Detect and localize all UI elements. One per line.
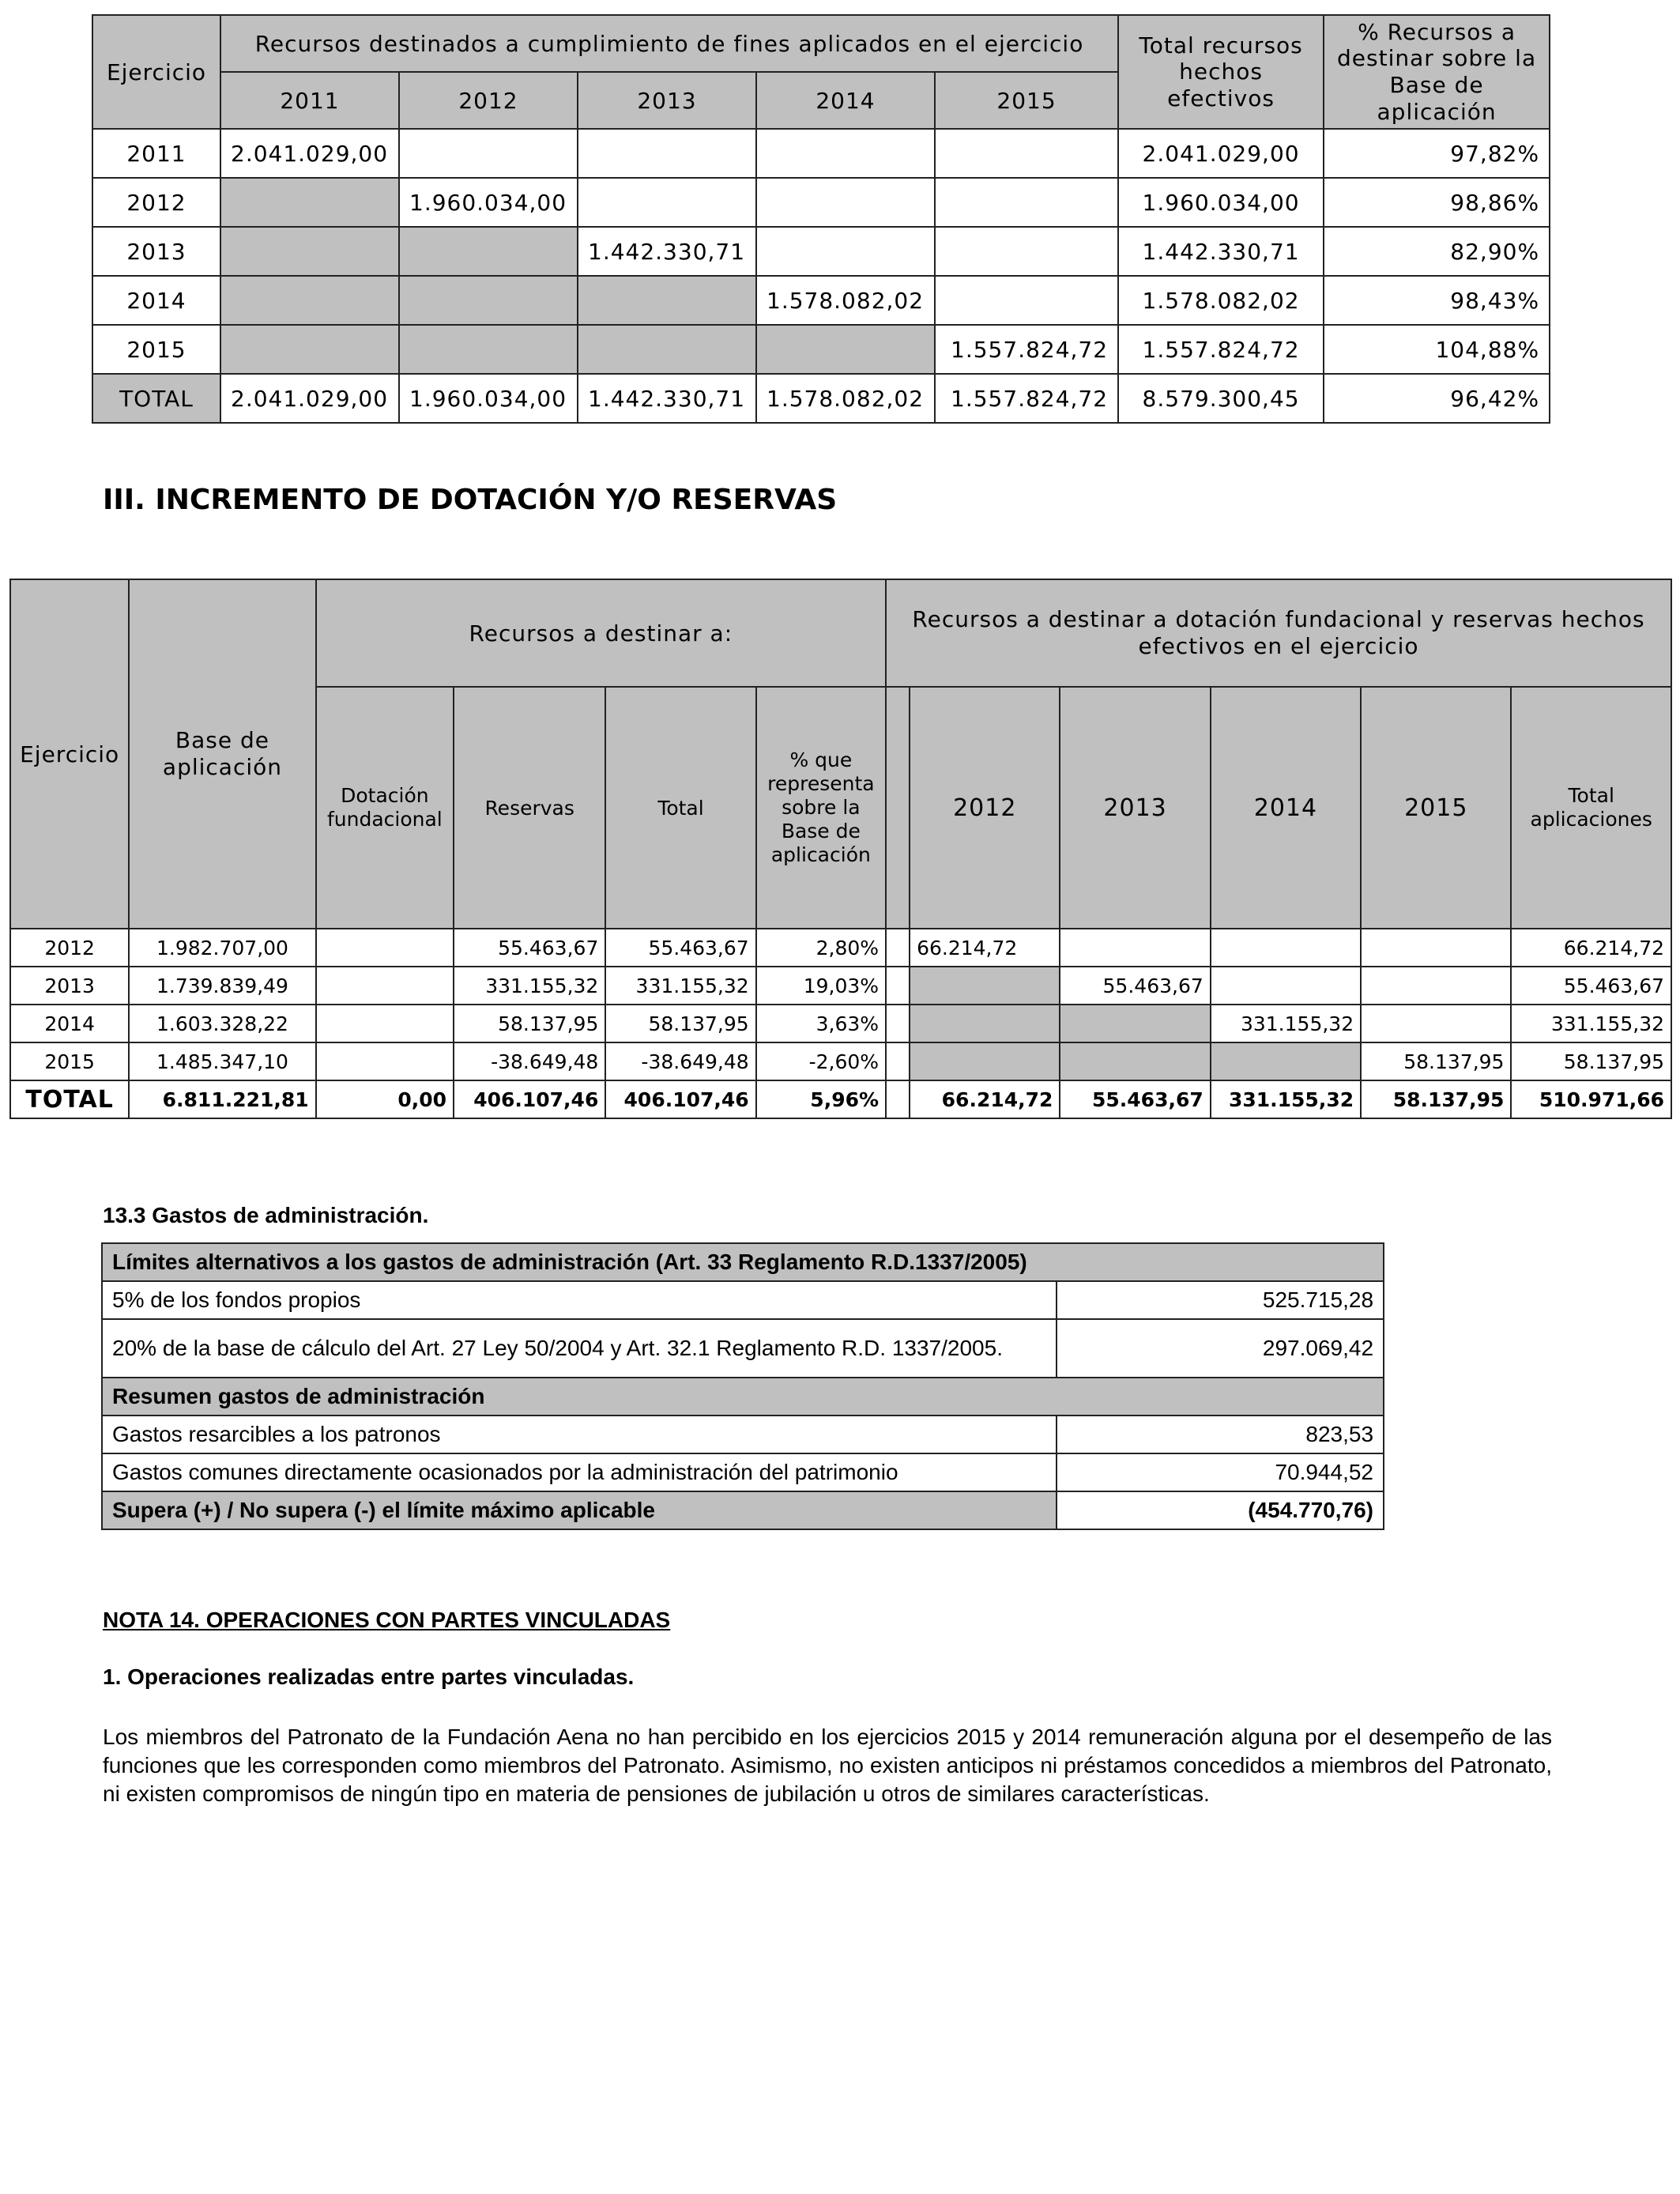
cell-value <box>935 178 1118 227</box>
table-row <box>102 1319 1384 1378</box>
total-year-value: 58.137,95 <box>1361 1080 1511 1118</box>
row-reservas: 331.155,32 <box>454 967 605 1005</box>
table-row <box>10 1042 1671 1080</box>
table-row <box>10 1005 1671 1042</box>
row-year: 2013 <box>10 967 129 1005</box>
cell-value: 1.578.082,02 <box>756 276 935 325</box>
total-label: TOTAL <box>92 374 220 423</box>
row-total-aplicaciones: 58.137,95 <box>1511 1042 1671 1080</box>
row-year: 2012 <box>92 178 220 227</box>
spacer-cell <box>886 1005 910 1042</box>
header-total-recursos: Total recursos hechos efectivos <box>1118 15 1324 129</box>
table-row <box>10 929 1671 967</box>
cell-shaded <box>1211 1042 1361 1080</box>
row-pct: 19,03% <box>756 967 886 1005</box>
cell-shaded <box>220 227 399 276</box>
row-year-value <box>1361 929 1511 967</box>
header-year: 2012 <box>399 72 578 129</box>
header-year: 2013 <box>578 72 756 129</box>
total-label: TOTAL <box>10 1080 129 1118</box>
row-year-value <box>1361 1005 1511 1042</box>
row-pct: 97,82% <box>1324 129 1550 178</box>
row-year: 2014 <box>92 276 220 325</box>
cell-value <box>935 129 1118 178</box>
dotacion-reservas-table <box>9 579 1672 1119</box>
header-dotacion: Dotación fundacional <box>316 687 454 929</box>
row-year-value <box>1211 967 1361 1005</box>
total-pct: 5,96% <box>756 1080 886 1118</box>
table-row <box>102 1453 1384 1491</box>
header-total-aplicaciones: Total aplicaciones <box>1511 687 1671 929</box>
cell-shaded <box>220 178 399 227</box>
cell-value <box>756 227 935 276</box>
cell-value <box>756 178 935 227</box>
gastos-administracion-table <box>101 1242 1384 1530</box>
row-value: 525.715,28 <box>1057 1281 1384 1319</box>
total-cell: 1.578.082,02 <box>756 374 935 423</box>
cell-value <box>578 178 756 227</box>
row-pct: 3,63% <box>756 1005 886 1042</box>
row-value: 823,53 <box>1057 1416 1384 1453</box>
table-row <box>102 1416 1384 1453</box>
table-row <box>92 325 1550 374</box>
row-pct: 2,80% <box>756 929 886 967</box>
row-pct: 82,90% <box>1324 227 1550 276</box>
total-cell: 2.041.029,00 <box>220 374 399 423</box>
header-limites: Límites alternativos a los gastos de administración (Art. 33 Reglamento R.D.1337/2005) <box>102 1243 1384 1281</box>
cell-value: 1.960.034,00 <box>399 178 578 227</box>
header-year: 2014 <box>1211 687 1361 929</box>
cell-shaded <box>399 227 578 276</box>
table-row <box>92 178 1550 227</box>
cell-value <box>935 276 1118 325</box>
header-year: 2014 <box>756 72 935 129</box>
header-year: 2011 <box>220 72 399 129</box>
row-pct: 98,86% <box>1324 178 1550 227</box>
header-year: 2015 <box>935 72 1118 129</box>
spacer-cell <box>886 1080 910 1118</box>
cell-shaded <box>756 325 935 374</box>
header-resumen: Resumen gastos de administración <box>102 1378 1384 1416</box>
header-reservas: Reservas <box>454 687 605 929</box>
resources-applied-table <box>92 14 1550 424</box>
row-dotacion <box>316 929 454 967</box>
spacer-cell <box>886 929 910 967</box>
cell-shaded <box>1060 1042 1210 1080</box>
total-reservas: 406.107,46 <box>454 1080 605 1118</box>
header-base: Base de aplicación <box>129 579 315 929</box>
row-pct: 98,43% <box>1324 276 1550 325</box>
row-base: 1.982.707,00 <box>129 929 315 967</box>
row-label-supera: Supera (+) / No supera (-) el límite máximo aplicable <box>102 1491 1057 1529</box>
cell-shaded <box>578 325 756 374</box>
row-year-value: 331.155,32 <box>1211 1005 1361 1042</box>
cell-shaded <box>1060 1005 1210 1042</box>
total-aplicaciones: 510.971,66 <box>1511 1080 1671 1118</box>
row-total-aplicaciones: 66.214,72 <box>1511 929 1671 967</box>
cell-shaded <box>399 276 578 325</box>
cell-value: 1.557.824,72 <box>935 325 1118 374</box>
row-year-value <box>1060 929 1210 967</box>
row-total: 1.960.034,00 <box>1118 178 1324 227</box>
row-total-aplicaciones: 55.463,67 <box>1511 967 1671 1005</box>
row-year: 2013 <box>92 227 220 276</box>
cell-shaded <box>578 276 756 325</box>
total-cell: 1.442.330,71 <box>578 374 756 423</box>
row-total: 1.442.330,71 <box>1118 227 1324 276</box>
total-year-value: 331.155,32 <box>1211 1080 1361 1118</box>
cell-shaded <box>910 967 1060 1005</box>
row-total: 58.137,95 <box>605 1005 755 1042</box>
row-label: 20% de la base de cálculo del Art. 27 Ley 50/2004 y Art. 32.1 Reglamento R.D. 1337/2005. <box>102 1319 1057 1378</box>
row-dotacion <box>316 1005 454 1042</box>
row-value-supera: (454.770,76) <box>1057 1491 1384 1529</box>
row-year-value: 55.463,67 <box>1060 967 1210 1005</box>
row-pct: -2,60% <box>756 1042 886 1080</box>
row-pct: 104,88% <box>1324 325 1550 374</box>
cell-shaded <box>910 1005 1060 1042</box>
total-dotacion: 0,00 <box>316 1080 454 1118</box>
header-pct-recursos: % Recursos a destinar sobre la Base de aplicación <box>1324 15 1550 129</box>
row-year-value <box>1211 929 1361 967</box>
table-row <box>102 1491 1384 1529</box>
cell-value <box>399 129 578 178</box>
row-total: 2.041.029,00 <box>1118 129 1324 178</box>
row-year: 2011 <box>92 129 220 178</box>
header-pct: % que representa sobre la Base de aplicación <box>756 687 886 929</box>
cell-value: 2.041.029,00 <box>220 129 399 178</box>
total-pct: 96,42% <box>1324 374 1550 423</box>
row-total-aplicaciones: 331.155,32 <box>1511 1005 1671 1042</box>
table-row <box>92 129 1550 178</box>
row-total: 55.463,67 <box>605 929 755 967</box>
row-base: 1.739.839,49 <box>129 967 315 1005</box>
total-cell: 1.557.824,72 <box>935 374 1118 423</box>
row-year-value: 58.137,95 <box>1361 1042 1511 1080</box>
table-row <box>10 967 1671 1005</box>
row-year-value <box>1361 967 1511 1005</box>
row-label: Gastos comunes directamente ocasionados por la administración del patrimonio <box>102 1453 1057 1491</box>
cell-shaded <box>910 1042 1060 1080</box>
row-total: 1.557.824,72 <box>1118 325 1324 374</box>
row-value: 70.944,52 <box>1057 1453 1384 1491</box>
header-ejercicio: Ejercicio <box>10 579 129 929</box>
total-year-value: 66.214,72 <box>910 1080 1060 1118</box>
row-total: 1.578.082,02 <box>1118 276 1324 325</box>
cell-value: 1.442.330,71 <box>578 227 756 276</box>
row-label: 5% de los fondos propios <box>102 1281 1057 1319</box>
row-year: 2015 <box>92 325 220 374</box>
row-year: 2015 <box>10 1042 129 1080</box>
header-recursos-destinar: Recursos a destinar a: <box>316 579 886 687</box>
row-year-value: 66.214,72 <box>910 929 1060 967</box>
row-label: Gastos resarcibles a los patronos <box>102 1416 1057 1453</box>
spacer-cell <box>886 1042 910 1080</box>
section-title-gastos: 13.3 Gastos de administración. <box>103 1203 429 1227</box>
row-reservas: 55.463,67 <box>454 929 605 967</box>
nota-14-title: NOTA 14. OPERACIONES CON PARTES VINCULADAS <box>103 1608 671 1632</box>
cell-value <box>935 227 1118 276</box>
total-base: 6.811.221,81 <box>129 1080 315 1118</box>
spacer-cell <box>886 967 910 1005</box>
header-recursos-destinados: Recursos destinados a cumplimiento de fines aplicados en el ejercicio <box>220 15 1118 72</box>
header-year: 2012 <box>910 687 1060 929</box>
row-base: 1.603.328,22 <box>129 1005 315 1042</box>
header-year: 2015 <box>1361 687 1511 929</box>
row-dotacion <box>316 1042 454 1080</box>
body-paragraph: Los miembros del Patronato de la Fundación Aena no han percibido en los ejercicios 2015 y 2014 remuneración alguna por el desempeño de las funciones que les corresponden como miembros del Patronato. Asimismo, no existen anticipos ni préstamos concedidos a miembros del Patronato, ni existen compromisos de ningún tipo en materia de pensiones de jubilación u otros de similares características. <box>103 1725 1552 1806</box>
cell-shaded <box>399 325 578 374</box>
row-year: 2014 <box>10 1005 129 1042</box>
header-ejercicio: Ejercicio <box>92 15 220 129</box>
row-dotacion <box>316 967 454 1005</box>
spacer-cell <box>886 687 910 929</box>
cell-shaded <box>220 276 399 325</box>
row-total: 331.155,32 <box>605 967 755 1005</box>
header-year: 2013 <box>1060 687 1210 929</box>
cell-shaded <box>220 325 399 374</box>
row-reservas: 58.137,95 <box>454 1005 605 1042</box>
row-year: 2012 <box>10 929 129 967</box>
cell-value <box>756 129 935 178</box>
row-value: 297.069,42 <box>1057 1319 1384 1378</box>
total-cell: 1.960.034,00 <box>399 374 578 423</box>
header-total: Total <box>605 687 755 929</box>
header-recursos-efectivos: Recursos a destinar a dotación fundacional y reservas hechos efectivos en el ejercicio <box>886 579 1671 687</box>
section-title: III. INCREMENTO DE DOTACIÓN Y/O RESERVAS <box>103 484 838 516</box>
table-row <box>92 227 1550 276</box>
total-total: 8.579.300,45 <box>1118 374 1324 423</box>
row-reservas: -38.649,48 <box>454 1042 605 1080</box>
cell-value <box>578 129 756 178</box>
total-row <box>92 374 1550 423</box>
table-row <box>102 1281 1384 1319</box>
table-row <box>92 276 1550 325</box>
row-base: 1.485.347,10 <box>129 1042 315 1080</box>
operaciones-title: 1. Operaciones realizadas entre partes vinculadas. <box>103 1664 635 1689</box>
total-row <box>10 1080 1671 1118</box>
total-total: 406.107,46 <box>605 1080 755 1118</box>
row-total: -38.649,48 <box>605 1042 755 1080</box>
total-year-value: 55.463,67 <box>1060 1080 1210 1118</box>
